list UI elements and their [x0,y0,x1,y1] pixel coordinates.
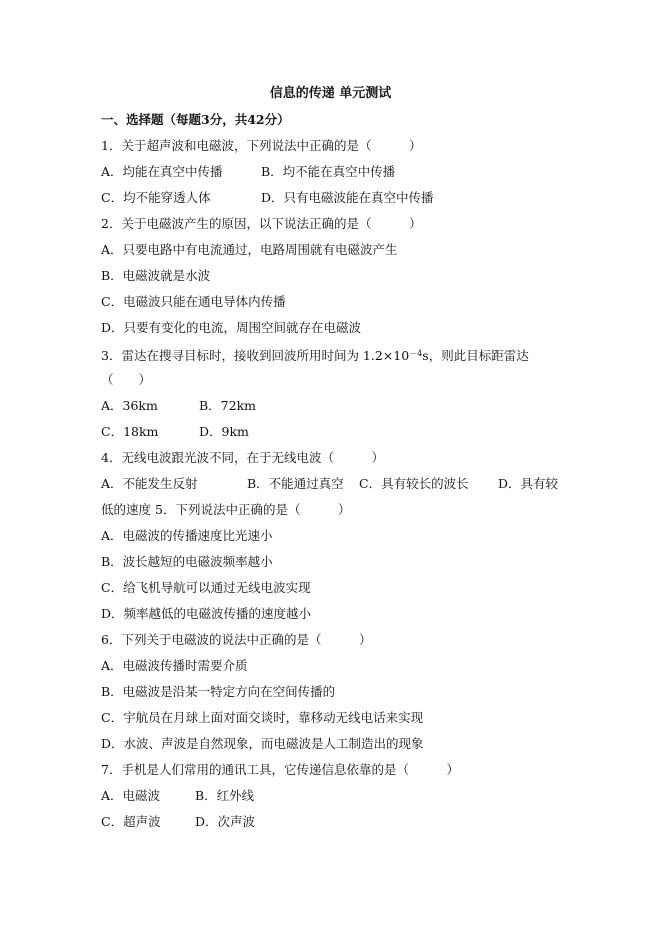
question-4-option-d-continued [101,502,350,518]
question-1-options-row-2 [101,190,561,206]
question-3-exponent: －4 [409,349,423,358]
page-title: 信息的传递 单元测试 [269,86,392,101]
question-7-options-row-2 [101,814,401,830]
question-3-option-d: D．9km [199,424,249,439]
question-3-stem-text: 3．雷达在搜寻目标时，接收到回波所用时间为 1.2×10 [101,348,410,363]
question-2-option-a: A．只要电路中有电流通过，电路周围就有电磁波产生 [101,242,398,257]
question-3-stem-tail: s，则此目标距雷达 [422,348,529,363]
question-2-stem: 2．关于电磁波产生的原因，以下说法正确的是（ ） [101,216,422,231]
question-3-options-row-1 [101,398,401,414]
question-7-option-d: D．次声波 [195,814,256,829]
question-5-option-c: C．给飞机导航可以通过无线电波实现 [101,580,311,595]
question-6-stem: 6．下列关于电磁波的说法中正确的是（ ） [101,632,372,647]
question-3-options-row-2 [101,424,401,440]
question-4-option-b: B．不能通过真空 [247,476,344,491]
question-2-option-b: B．电磁波就是水波 [101,268,211,283]
question-4-options-row [101,476,566,492]
question-3-option-a: A．36km [101,398,158,413]
question-7-option-b: B．红外线 [195,788,255,803]
question-7-stem: 7．手机是人们常用的通讯工具，它传递信息依靠的是（ ） [101,762,459,777]
question-4-option-c: C．具有较长的波长 [359,476,469,491]
question-1-option-a: A．均能在真空中传播 [101,164,223,179]
question-3-option-b: B．72km [199,398,257,413]
question-1-option-b: B．均不能在真空中传播 [261,164,396,179]
question-7-option-c: C．超声波 [101,814,161,829]
question-4-stem: 4．无线电波跟光波不同，在于无线电波（ ） [101,450,384,465]
question-4-option-d: D．具有较 [498,476,559,491]
question-7-option-a: A．电磁波 [101,788,161,803]
question-1-options-row-1 [101,164,561,180]
question-7-options-row-1 [101,788,401,804]
question-4-option-a: A．不能发生反射 [101,476,198,491]
question-3-stem [101,346,529,362]
question-6-option-b: B．电磁波是沿某一特定方向在空间传播的 [101,684,336,699]
question-2-option-c: C．电磁波只能在通电导体内传播 [101,294,286,309]
question-2-option-d: D．只要有变化的电流，周围空间就存在电磁波 [101,320,362,335]
question-1-option-c: C．均不能穿透人体 [101,190,211,205]
question-3-option-c: C．18km [101,424,159,439]
question-6-option-d: D．水波、声波是自然现象，而电磁波是人工制造出的现象 [101,736,424,751]
question-3-stem-continued: （ ） [101,372,152,387]
question-1-option-d: D．只有电磁波能在真空中传播 [261,190,434,205]
question-5-stem: 5．下列说法中正确的是（ ） [155,502,351,517]
section-heading: 一、选择题（每题3分，共42分） [101,112,290,127]
question-5-option-a: A．电磁波的传播速度比光速小 [101,528,273,543]
question-6-option-c: C．宇航员在月球上面对面交谈时，靠移动无线电话来实现 [101,710,424,725]
question-5-option-d: D．频率越低的电磁波传播的速度越小 [101,606,312,621]
question-6-option-a: A．电磁波传播时需要介质 [101,658,248,673]
question-4-option-d-tail: 低的速度 [101,502,152,517]
question-1-stem: 1．关于超声波和电磁波，下列说法中正确的是（ ） [101,138,422,153]
question-5-option-b: B．波长越短的电磁波频率越小 [101,554,273,569]
